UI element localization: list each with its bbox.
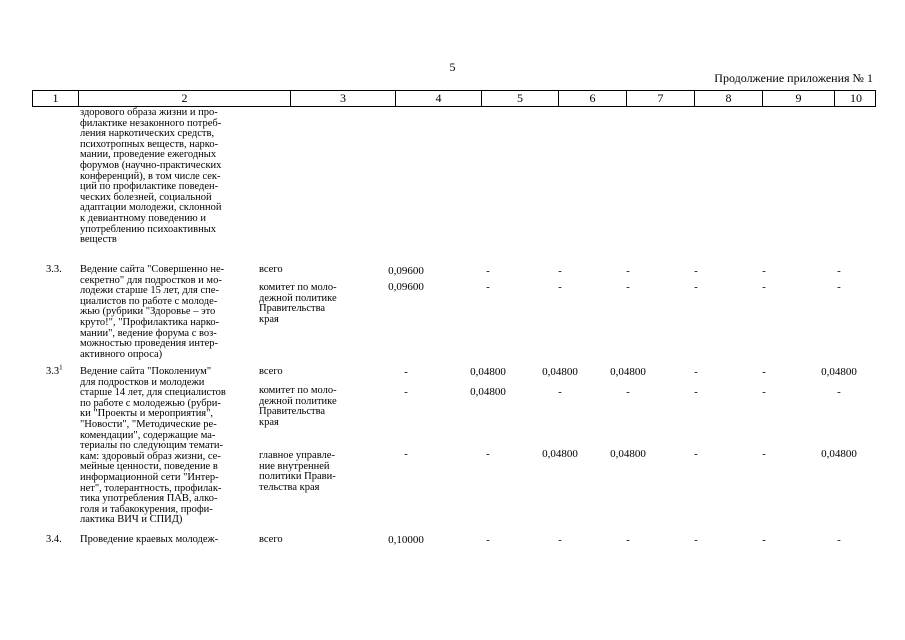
value-col-5: 0,04800	[470, 386, 506, 398]
executor: комитет по моло- дежной политике Правительства края	[259, 282, 337, 325]
value-col-8: -	[694, 448, 698, 460]
executor: всего	[259, 366, 283, 377]
value-col-8: -	[694, 281, 698, 293]
value-col-7: 0,04800	[610, 448, 646, 460]
value-col-7: -	[626, 281, 630, 293]
row-number	[46, 363, 63, 378]
value-col-5: -	[486, 534, 490, 546]
value-col-9: -	[762, 265, 766, 277]
executor: главное управле- ние внутренней политики Прави- тельства края	[259, 450, 336, 493]
activity-name: Проведение краевых молодеж-	[80, 534, 219, 545]
value-col-10: 0,04800	[821, 448, 857, 460]
col-header-3: 3	[291, 91, 396, 106]
value-col-6: 0,04800	[542, 366, 578, 378]
value-col-8: -	[694, 366, 698, 378]
value-col-6: -	[558, 534, 562, 546]
row-number: 3.4.	[46, 534, 62, 545]
value-col-8: -	[694, 386, 698, 398]
value-col-9: -	[762, 366, 766, 378]
value-col-4: -	[404, 386, 408, 398]
col-header-1: 1	[33, 91, 79, 106]
value-col-6: -	[558, 281, 562, 293]
executor: всего	[259, 534, 283, 545]
value-col-4: 0,10000	[388, 534, 424, 546]
value-col-8: -	[694, 534, 698, 546]
col-header-5: 5	[482, 91, 559, 106]
value-col-10: -	[837, 281, 841, 293]
value-col-5: 0,04800	[470, 366, 506, 378]
value-col-6: -	[558, 265, 562, 277]
col-header-2: 2	[79, 91, 291, 106]
value-col-10: -	[837, 386, 841, 398]
value-col-7: -	[626, 265, 630, 277]
value-col-7: 0,04800	[610, 366, 646, 378]
continuation-title: Продолжение приложения № 1	[714, 71, 873, 85]
activity-name: Ведение сайта "Совершенно не- секретно" для подростков и мо- лодежи старше 15 лет, для спе- циалистов по работе с молоде- жью (рубрики "Здоровье – это круто!", "Профилактика нарко- мании", ведение форума с воз- можностью проведения интер- активного опроса)	[80, 264, 225, 360]
value-col-5: -	[486, 281, 490, 293]
col-header-8: 8	[695, 91, 763, 106]
executor: всего	[259, 264, 283, 275]
value-col-9: -	[762, 281, 766, 293]
row-number-base: 3.3	[46, 366, 60, 377]
value-col-6: -	[558, 386, 562, 398]
value-col-9: -	[762, 534, 766, 546]
row-number-superscript: 1	[59, 363, 63, 372]
value-col-5: -	[486, 265, 490, 277]
activity-name: Ведение сайта "Поколениум" для подростков и молодежи старше 14 лет, для специалистов по работе с молодежью (рубри- ки "Проекты и мероприятия", "Новости", "Методические ре- комендации", содержащие ма- териалы по следующим темати- кам: здоровый образ жизни, се- мейные ценности, поведение в информационной сети "Интер- нет", толерантность, профилак- тика употребления ПАВ, алко- голя и табакокурения, профи- лактика ВИЧ и СПИД)	[80, 366, 226, 526]
value-col-8: -	[694, 265, 698, 277]
col-header-4: 4	[396, 91, 482, 106]
value-col-7: -	[626, 534, 630, 546]
col-header-7: 7	[627, 91, 695, 106]
value-col-10: 0,04800	[821, 366, 857, 378]
continued-activity-text: здорового образа жизни и про- филактике незаконного потреб- ления наркотических средств, психотропных веществ, нарко- мании, проведение ежегодных форумов (научно-практических конференций), в том числе сек- ций по профилактике поведен- ческих болезней, социальной адаптации молодежи, склонной к девиантному поведению и употреблению психоактивных веществ	[80, 107, 222, 246]
executor: комитет по моло- дежной политике Правительства края	[259, 385, 337, 428]
value-col-9: -	[762, 386, 766, 398]
page-number: 5	[449, 60, 456, 74]
value-col-5: -	[486, 448, 490, 460]
value-col-10: -	[837, 534, 841, 546]
col-header-10: 10	[850, 91, 862, 105]
value-col-4: -	[404, 366, 408, 378]
table-header-row	[32, 90, 876, 107]
value-col-4: 0,09600	[388, 281, 424, 293]
value-col-4: -	[404, 448, 408, 460]
col-header-6: 6	[559, 91, 627, 106]
value-col-10: -	[837, 265, 841, 277]
row-number: 3.3.	[46, 264, 62, 275]
value-col-6: 0,04800	[542, 448, 578, 460]
value-col-7: -	[626, 386, 630, 398]
value-col-9: -	[762, 448, 766, 460]
value-col-4: 0,09600	[388, 265, 424, 277]
col-header-9: 9	[763, 91, 835, 106]
